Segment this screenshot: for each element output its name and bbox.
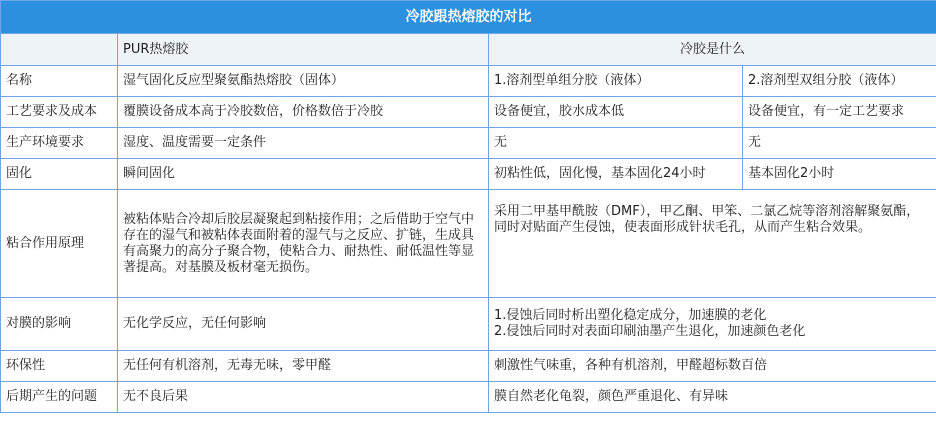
row-label: 工艺要求及成本 xyxy=(1,97,118,128)
header-cold: 冷胶是什么 xyxy=(489,34,936,66)
row-label: 对膜的影响 xyxy=(1,298,118,351)
cold-cell: 采用二甲基甲酰胺（DMF），甲乙酮、甲笨、二氯乙烷等溶剂溶解聚氨酯，同时对贴面产生侵蚀，使表面形成针状毛孔，从而产生粘合效果。 xyxy=(489,190,936,298)
cold-cell: 刺激性气味重，各种有机溶剂，甲醛超标数百倍 xyxy=(489,351,936,382)
cold-single-cell: 1.溶剂型单组分胶（液体） xyxy=(489,66,743,97)
cold-cell xyxy=(489,298,936,351)
table-row xyxy=(1,66,936,97)
pur-cell: 被粘体贴合冷却后胶层凝聚起到粘接作用；之后借助于空气中存在的湿气和被粘体表面附着的湿气与之反应、扩链，生成具有高聚力的高分子聚合物，使粘合力、耐热性、耐低温性等显著提高。对基膜及板材毫无损伤。 xyxy=(118,190,489,298)
cold-single-cell: 设备便宜，胶水成本低 xyxy=(489,97,743,128)
table-row xyxy=(1,190,936,298)
row-label: 固化 xyxy=(1,159,118,190)
table-row xyxy=(1,351,936,382)
header-row xyxy=(1,34,936,66)
pur-cell: 无任何有机溶剂，无毒无味，零甲醛 xyxy=(118,351,489,382)
pur-cell: 湿度、温度需要一定条件 xyxy=(118,128,489,159)
table-row xyxy=(1,382,936,413)
pur-cell: 湿气固化反应型聚氨酯热熔胶（固体） xyxy=(118,66,489,97)
cold-effect-line-2: 2.侵蚀后同时对表面印刷油墨产生退化，加速颜色老化 xyxy=(494,324,806,339)
table-row xyxy=(1,159,936,190)
row-label: 名称 xyxy=(1,66,118,97)
cold-double-cell: 基本固化2小时 xyxy=(743,159,936,190)
row-label: 环保性 xyxy=(1,351,118,382)
cold-double-cell: 无 xyxy=(743,128,936,159)
header-pur: PUR热熔胶 xyxy=(118,34,489,66)
pur-cell: 无化学反应，无任何影响 xyxy=(118,298,489,351)
header-empty-cell xyxy=(1,34,118,66)
cold-cell: 膜自然老化龟裂，颜色严重退化、有异味 xyxy=(489,382,936,413)
row-label: 粘合作用原理 xyxy=(1,190,118,298)
title-row xyxy=(1,1,936,34)
cold-single-cell: 初粘性低，固化慢，基本固化24小时 xyxy=(489,159,743,190)
table-row xyxy=(1,298,936,351)
cold-effect-line-1: 1.侵蚀后同时析出塑化稳定成分，加速膜的老化 xyxy=(494,308,767,323)
pur-cell: 无不良后果 xyxy=(118,382,489,413)
cold-double-cell: 2.溶剂型双组分胶（液体） xyxy=(743,66,936,97)
table-row xyxy=(1,128,936,159)
table-row xyxy=(1,97,936,128)
row-label: 后期产生的问题 xyxy=(1,382,118,413)
cold-single-cell: 无 xyxy=(489,128,743,159)
row-label: 生产环境要求 xyxy=(1,128,118,159)
pur-cell: 覆膜设备成本高于冷胶数倍，价格数倍于冷胶 xyxy=(118,97,489,128)
pur-cell: 瞬间固化 xyxy=(118,159,489,190)
table-title: 冷胶跟热熔胶的对比 xyxy=(1,1,936,34)
cold-double-cell: 设备便宜，有一定工艺要求 xyxy=(743,97,936,128)
